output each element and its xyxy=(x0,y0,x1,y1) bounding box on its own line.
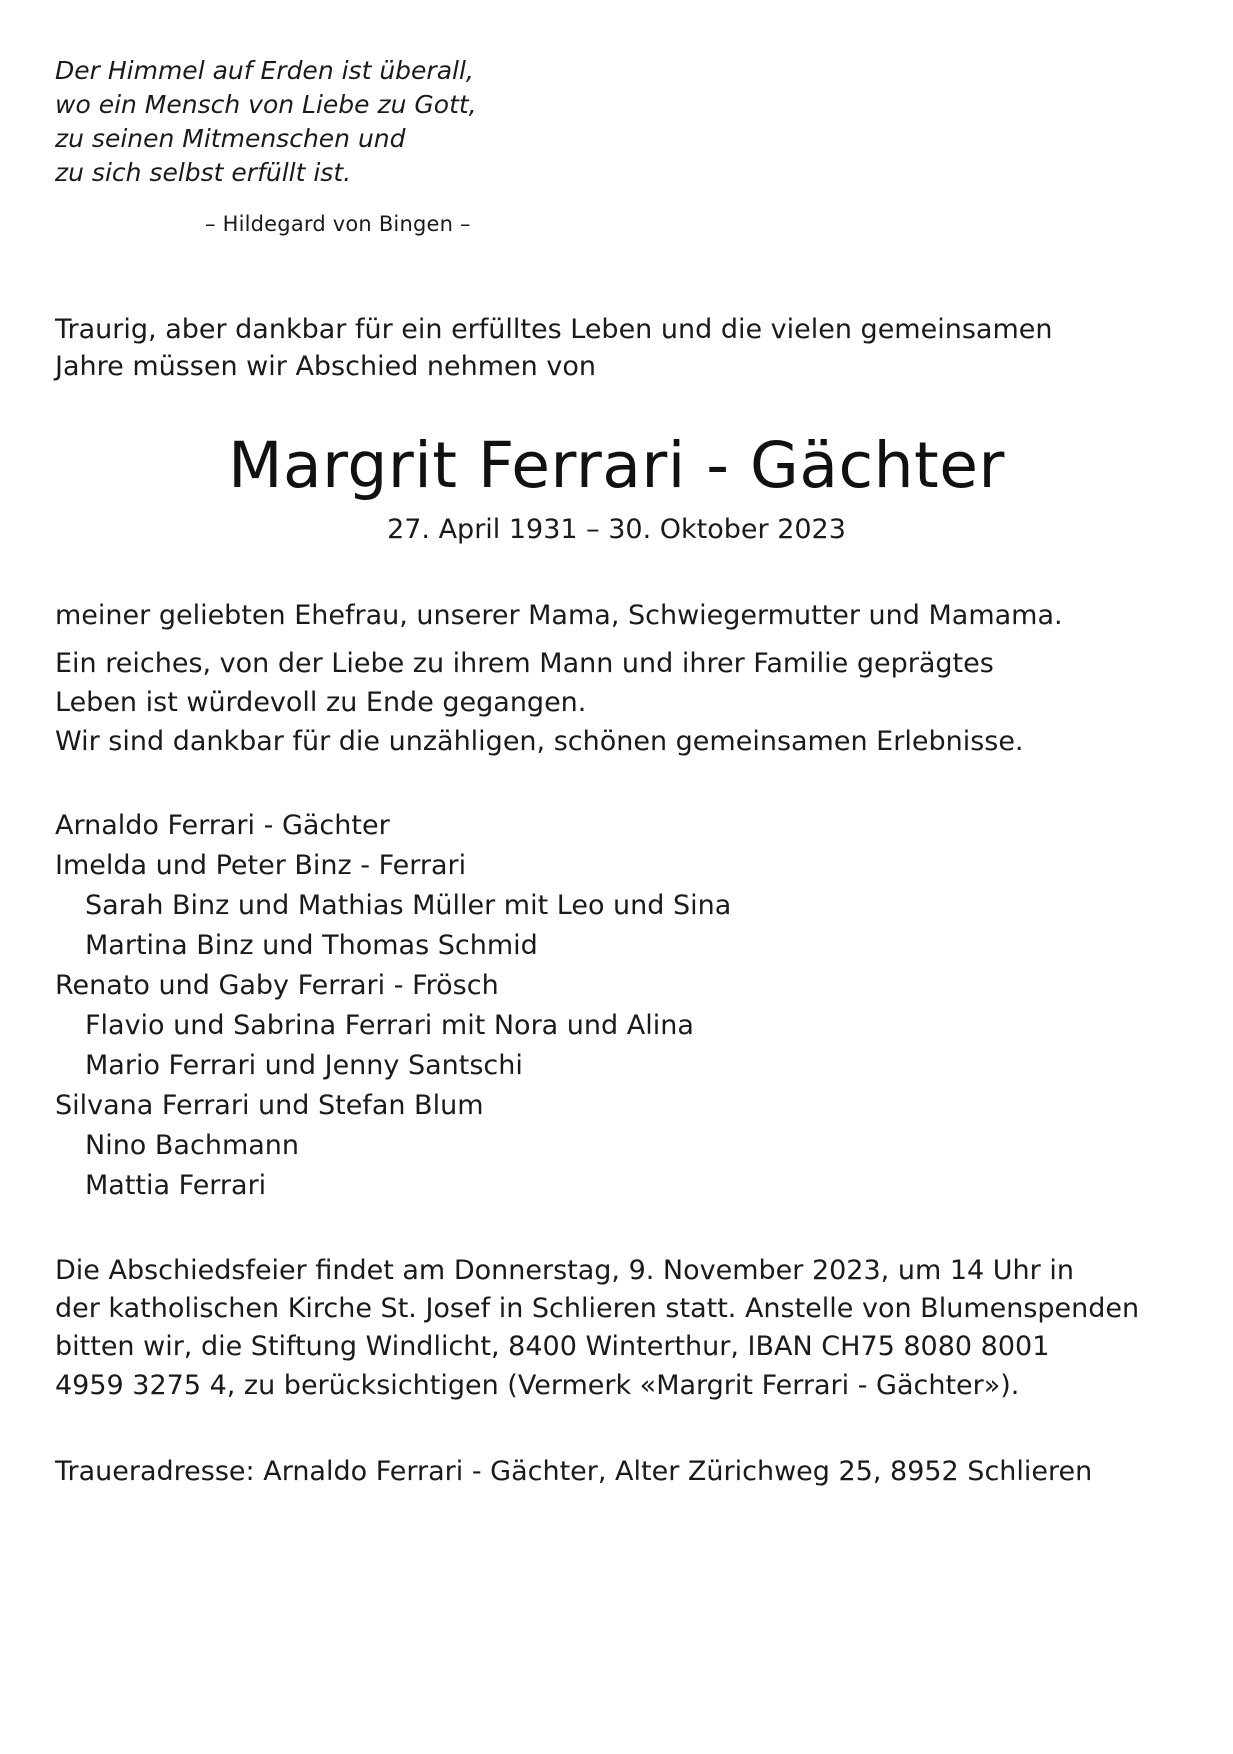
ceremony-details xyxy=(55,1252,1178,1405)
list-item: Renato und Gaby Ferrari - Frösch xyxy=(55,969,499,1001)
ceremony-line-4: 4959 3275 4, zu berücksichtigen (Vermerk «Margrit Ferrari - Gächter»). xyxy=(55,1369,1020,1401)
quote-line-4: zu sich selbst erfüllt ist. xyxy=(55,158,352,187)
name-block xyxy=(55,431,1178,545)
list-item: Flavio und Sabrina Ferrari mit Nora und Alina xyxy=(85,1009,694,1041)
list-item: Sarah Binz und Mathias Müller mit Leo und Sina xyxy=(85,890,732,921)
body-paragraph-2-line-3: Wir sind dankbar für die unzähligen, schönen gemeinsamen Erlebnisse. xyxy=(55,726,1024,758)
quote-line-2: wo ein Mensch von Liebe zu Gott, xyxy=(55,90,477,119)
list-item: Mattia Ferrari xyxy=(85,1169,267,1201)
ceremony-line-1: Die Abschiedsfeier findet am Donnerstag, 9. November 2023, um 14 Uhr in xyxy=(55,1254,1074,1286)
paragraph-gap xyxy=(55,635,1178,645)
body-paragraph-2-line-2: Leben ist würdevoll zu Ende gegangen. xyxy=(55,687,587,719)
quote-attribution: – Hildegard von Bingen – xyxy=(205,212,471,236)
mourning-address: Traueradresse: Arnaldo Ferrari - Gächter, Alter Zürichweg 25, 8952 Schlieren xyxy=(55,1455,1093,1487)
quote-line-1: Der Himmel auf Erden ist überall, xyxy=(55,56,474,85)
list-item: Nino Bachmann xyxy=(85,1129,300,1161)
list-item: Silvana Ferrari und Stefan Blum xyxy=(55,1089,484,1121)
quote-line-3: zu seinen Mitmenschen und xyxy=(55,124,406,153)
deceased-name: Margrit Ferrari - Gächter xyxy=(228,429,1005,503)
list-item: Arnaldo Ferrari - Gächter xyxy=(55,810,390,842)
body-paragraph-2-line-1: Ein reiches, von der Liebe zu ihrem Mann und ihrer Familie geprägtes xyxy=(55,648,994,680)
life-dates: 27. April 1931 – 30. Oktober 2023 xyxy=(387,513,846,545)
ceremony-line-2: der katholischen Kirche St. Josef in Schlieren statt. Anstelle von Blumenspenden xyxy=(55,1292,1140,1324)
list-item: Imelda und Peter Binz - Ferrari xyxy=(55,850,467,882)
body-paragraph-1: meiner geliebten Ehefrau, unserer Mama, Schwiegermutter und Mamama. xyxy=(55,599,1063,631)
quote-block xyxy=(55,54,1178,239)
body-text xyxy=(55,597,1178,763)
list-item: Martina Binz und Thomas Schmid xyxy=(85,929,538,961)
list-item: Mario Ferrari und Jenny Santschi xyxy=(85,1049,523,1081)
intro-line-2: Jahre müssen wir Abschied nehmen von xyxy=(55,350,596,382)
intro-block xyxy=(55,311,1178,386)
family-list xyxy=(55,806,1178,1206)
intro-line-1: Traurig, aber dankbar für ein erfülltes Leben und die vielen gemeinsamen xyxy=(55,313,1053,345)
ceremony-line-3: bitten wir, die Stiftung Windlicht, 8400 Winterthur, IBAN CH75 8080 8001 xyxy=(55,1331,1050,1363)
